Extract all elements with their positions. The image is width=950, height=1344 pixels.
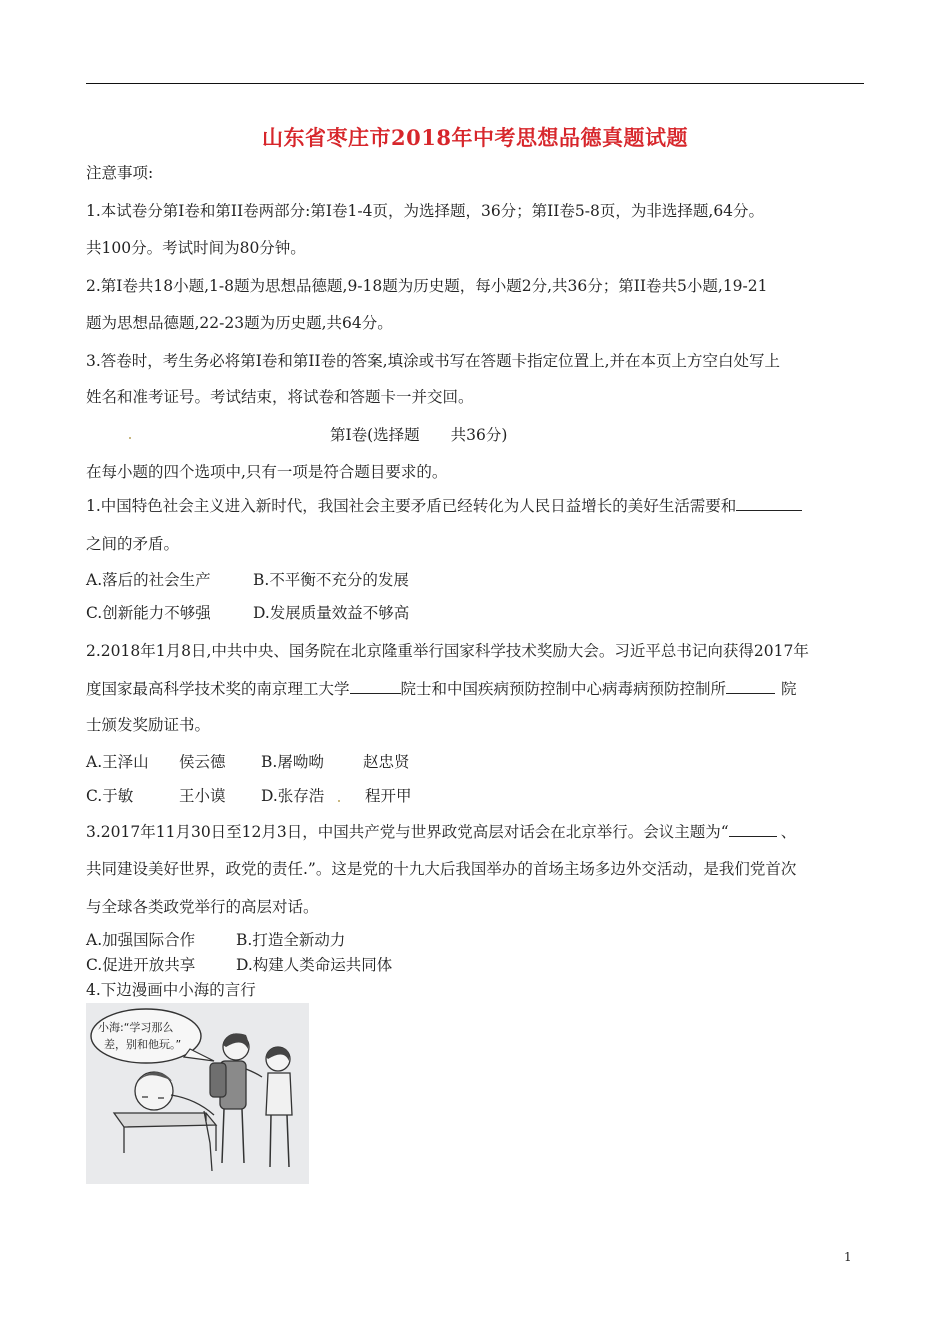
- scan-speck: [338, 800, 340, 802]
- q3-option-c: C.促进开放共享: [86, 956, 196, 974]
- q1-option-d: D.发展质量效益不够高: [253, 604, 410, 622]
- notice-line-6: 姓名和准考证号。考试结束，将试卷和答题卡一并交回。: [86, 388, 474, 406]
- answer-blank: [729, 822, 777, 837]
- q3-option-a: A.加强国际合作: [86, 931, 196, 949]
- q2-option-a-2: 侯云德: [179, 753, 226, 771]
- question-1-stem: [86, 496, 802, 516]
- header-rule: [86, 83, 864, 84]
- answer-blank: [736, 496, 802, 511]
- notice-line-5: 3.答卷时，考生务必将第Ⅰ卷和第II卷的答案,填涂或书写在答题卡指定位置上,并在本页上方空白处写上: [86, 352, 781, 370]
- document-title: 山东省枣庄市2018年中考思想品德真题试题: [262, 125, 688, 150]
- q2-option-b-2: 赵忠贤: [363, 753, 410, 771]
- notice-line-2: 共100分。考试时间为80分钟。: [86, 239, 306, 257]
- question-2-stem-end: 士颁发奖励证书。: [86, 716, 211, 734]
- q2-option-d: D.张存浩: [261, 787, 325, 805]
- question-1-stem-cont: 之间的矛盾。: [86, 535, 180, 553]
- question-2-text-c: 院: [781, 680, 797, 698]
- svg-text:差，别和他玩。”: 差，别和他玩。”: [104, 1038, 182, 1051]
- section-heading: 第Ⅰ卷(选择题 共36分): [330, 426, 508, 444]
- q1-option-a: A.落后的社会生产: [86, 571, 211, 589]
- comic-drawing: [86, 1003, 309, 1184]
- comic-illustration: [86, 1003, 309, 1184]
- question-3-text-end: 、: [780, 823, 797, 841]
- question-1-text: 1.中国特色社会主义进入新时代，我国社会主要矛盾已经转化为人民日益增长的美好生活需要和: [86, 497, 737, 515]
- q3-option-b: B.打造全新动力: [236, 931, 346, 949]
- svg-text:小海:“学习那么: 小海:“学习那么: [98, 1021, 174, 1034]
- q1-option-b: B.不平衡不充分的发展: [253, 571, 409, 589]
- q2-option-d-2: 程开甲: [365, 787, 412, 805]
- question-2-text-a: 度国家最高科学技术奖的南京理工大学: [86, 680, 350, 698]
- q2-option-c-2: 王小谟: [179, 787, 226, 805]
- question-4-stem: 4.下边漫画中小海的言行: [86, 981, 256, 999]
- q2-option-a: A.王泽山: [86, 753, 149, 771]
- section-instruction: 在每小题的四个选项中,只有一项是符合题目要求的。: [86, 463, 448, 481]
- q1-option-c: C.创新能力不够强: [86, 604, 211, 622]
- notice-line-3: 2.第Ⅰ卷共18小题,1-8题为思想品德题,9-18题为历史题，每小题2分,共36分；第II卷共5小题,19-21: [86, 277, 768, 295]
- question-2-stem: 2.2018年1月8日,中共中央、国务院在北京隆重举行国家科学技术奖励大会。习近平总书记向获得2017年: [86, 642, 809, 660]
- q2-option-b: B.屠呦呦: [261, 753, 324, 771]
- q3-option-d: D.构建人类命运共同体: [236, 956, 393, 974]
- question-3-text: 3.2017年11月30日至12月3日，中国共产党与世界政党高层对话会在北京举行。会议主题为“: [86, 823, 729, 841]
- question-2-stem-cont: [86, 679, 797, 699]
- question-3-stem: [86, 822, 796, 842]
- question-2-text-b: 院士和中国疾病预防控制中心病毒病预防控制所: [400, 680, 727, 698]
- notice-heading: 注意事项:: [86, 164, 154, 182]
- answer-blank: [350, 679, 401, 694]
- question-3-stem-end: 与全球各类政党举行的高层对话。: [86, 898, 319, 916]
- page-number: 1: [844, 1250, 852, 1264]
- notice-line-4: 题为思想品德题,22-23题为历史题,共64分。: [86, 314, 393, 332]
- answer-blank: [726, 679, 775, 694]
- scan-speck: [129, 437, 131, 439]
- notice-line-1: 1.本试卷分第Ⅰ卷和第II卷两部分:第Ⅰ卷1-4页，为选择题，36分；第II卷5-8页，为非选择题,64分。: [86, 202, 765, 220]
- q2-option-c: C.于敏: [86, 787, 134, 805]
- question-3-stem-cont: 共同建设美好世界，政党的责任.”。这是党的十九大后我国举办的首场主场多边外交活动，是我们党首次: [86, 860, 797, 878]
